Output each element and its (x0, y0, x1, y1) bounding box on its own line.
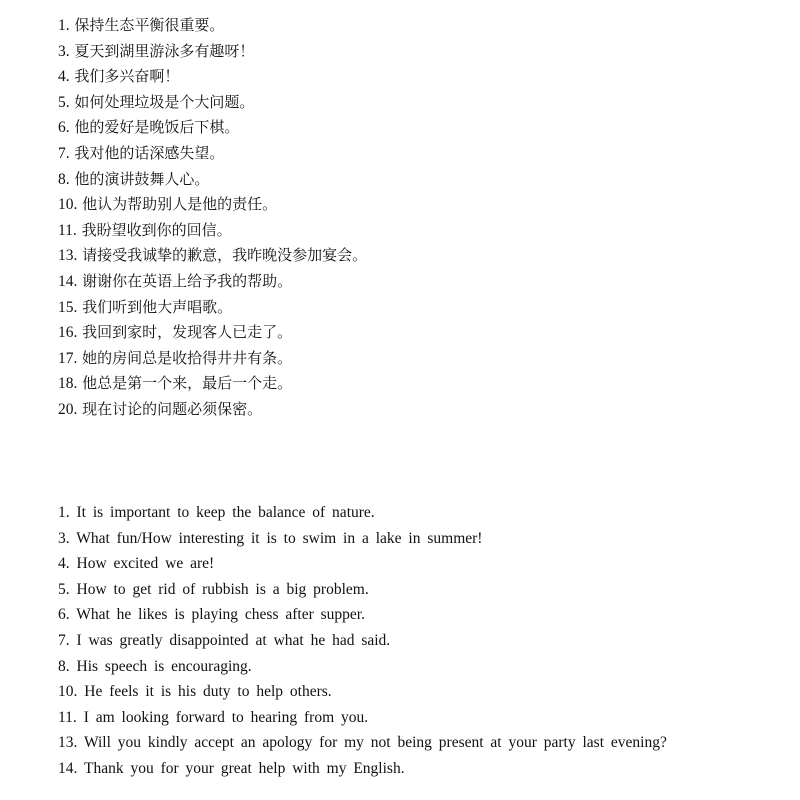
sentence-number: 5. (58, 93, 70, 111)
sentence-number: 1. (58, 17, 70, 34)
sentence-text: I was greatly disappointed at what he had said. (76, 631, 391, 649)
sentence-text: I am looking forward to hearing from you. (83, 708, 369, 726)
sentence-text: 他的演讲鼓舞人心。 (74, 169, 210, 188)
english-sentence (58, 577, 667, 603)
sentence-text: 我们听到他大声唱歌。 (82, 297, 233, 316)
english-sentence (58, 602, 667, 628)
sentence-number: 10. (58, 683, 78, 701)
sentence-number: 16. (58, 324, 78, 342)
chinese-sentence (58, 64, 367, 90)
sentence-text: Thank you for your great help with my English. (83, 759, 405, 777)
chinese-sentence (58, 397, 367, 423)
sentence-number: 7. (58, 631, 70, 649)
english-sentence (58, 628, 667, 654)
sentence-text: 他认为帮助别人是他的责任。 (82, 195, 278, 214)
chinese-sentence (58, 371, 367, 397)
sentence-text: 他的爱好是晚饭后下棋。 (74, 118, 240, 137)
sentence-number: 15. (58, 298, 78, 316)
sentence-text: 谢谢你在英语上给予我的帮助。 (82, 271, 293, 290)
sentence-number: 3. (58, 529, 70, 547)
chinese-sentence (58, 141, 367, 167)
english-sentence (58, 551, 667, 577)
sentence-number: 6. (58, 606, 70, 624)
sentence-number: 8. (58, 657, 70, 675)
sentence-text: 他总是第一个来，最后一个走。 (82, 374, 293, 393)
sentence-number: 18. (58, 375, 78, 393)
sentence-text: What fun/How interesting it is to swim in a lake in summer! (76, 529, 483, 547)
english-sentence (58, 756, 667, 782)
chinese-sentence-list (58, 13, 367, 423)
english-sentence (58, 679, 667, 705)
sentence-number: 20. (58, 400, 78, 418)
english-sentence (58, 705, 667, 731)
sentence-text: 我盼望收到你的回信。 (81, 220, 232, 239)
english-sentence (58, 526, 667, 552)
chinese-sentence (58, 346, 367, 372)
english-sentence (58, 730, 667, 756)
chinese-sentence (58, 269, 367, 295)
english-sentence (58, 654, 667, 680)
sentence-number: 7. (58, 144, 70, 162)
sentence-number: 17. (58, 349, 78, 367)
chinese-sentence (58, 295, 367, 321)
english-sentence-list (58, 500, 667, 782)
sentence-text: 如何处理垃圾是个大问题。 (74, 92, 255, 111)
chinese-sentence (58, 90, 367, 116)
chinese-sentence (58, 218, 367, 244)
sentence-text: 请接受我诚挚的歉意，我昨晚没参加宴会。 (82, 246, 368, 265)
chinese-sentence (58, 115, 367, 141)
sentence-text: He feels it is his duty to help others. (84, 683, 332, 701)
chinese-sentence (58, 243, 367, 269)
sentence-text: 我回到家时，发现客人已走了。 (82, 323, 293, 342)
chinese-sentence (58, 39, 367, 65)
sentence-text: His speech is encouraging. (76, 657, 252, 675)
sentence-number: 13. (58, 734, 78, 752)
sentence-text: It is important to keep the balance of nature. (76, 504, 375, 521)
sentence-text: 保持生态平衡很重要。 (74, 16, 225, 34)
sentence-text: How to get rid of rubbish is a big problem. (76, 580, 369, 598)
sentence-number: 4. (58, 555, 70, 573)
sentence-number: 10. (58, 196, 78, 214)
sentence-number: 13. (58, 247, 78, 265)
sentence-number: 6. (58, 119, 70, 137)
sentence-number: 4. (58, 68, 70, 86)
chinese-sentence (58, 320, 367, 346)
english-sentence (58, 500, 667, 526)
sentence-number: 11. (58, 221, 77, 239)
sentence-text: Will you kindly accept an apology for my not being present at your party last evening? (83, 734, 667, 752)
sentence-number: 11. (58, 708, 77, 726)
sentence-number: 5. (58, 580, 70, 598)
sentence-number: 14. (58, 272, 78, 290)
sentence-number: 8. (58, 170, 70, 188)
sentence-text: What he likes is playing chess after supper. (76, 606, 365, 624)
sentence-number: 3. (58, 42, 70, 60)
sentence-text: 她的房间总是收拾得井井有条。 (82, 348, 293, 367)
sentence-number: 14. (58, 759, 78, 777)
sentence-text: 夏天到湖里游泳多有趣呀！ (74, 41, 255, 60)
sentence-text: 我们多兴奋啊！ (74, 67, 180, 86)
chinese-sentence (58, 192, 367, 218)
sentence-text: 现在讨论的问题必须保密。 (82, 399, 263, 418)
sentence-text: How excited we are! (76, 555, 215, 573)
chinese-sentence (58, 167, 367, 193)
sentence-text: 我对他的话深感失望。 (74, 143, 225, 162)
sentence-number: 1. (58, 504, 70, 521)
chinese-sentence (58, 13, 367, 39)
